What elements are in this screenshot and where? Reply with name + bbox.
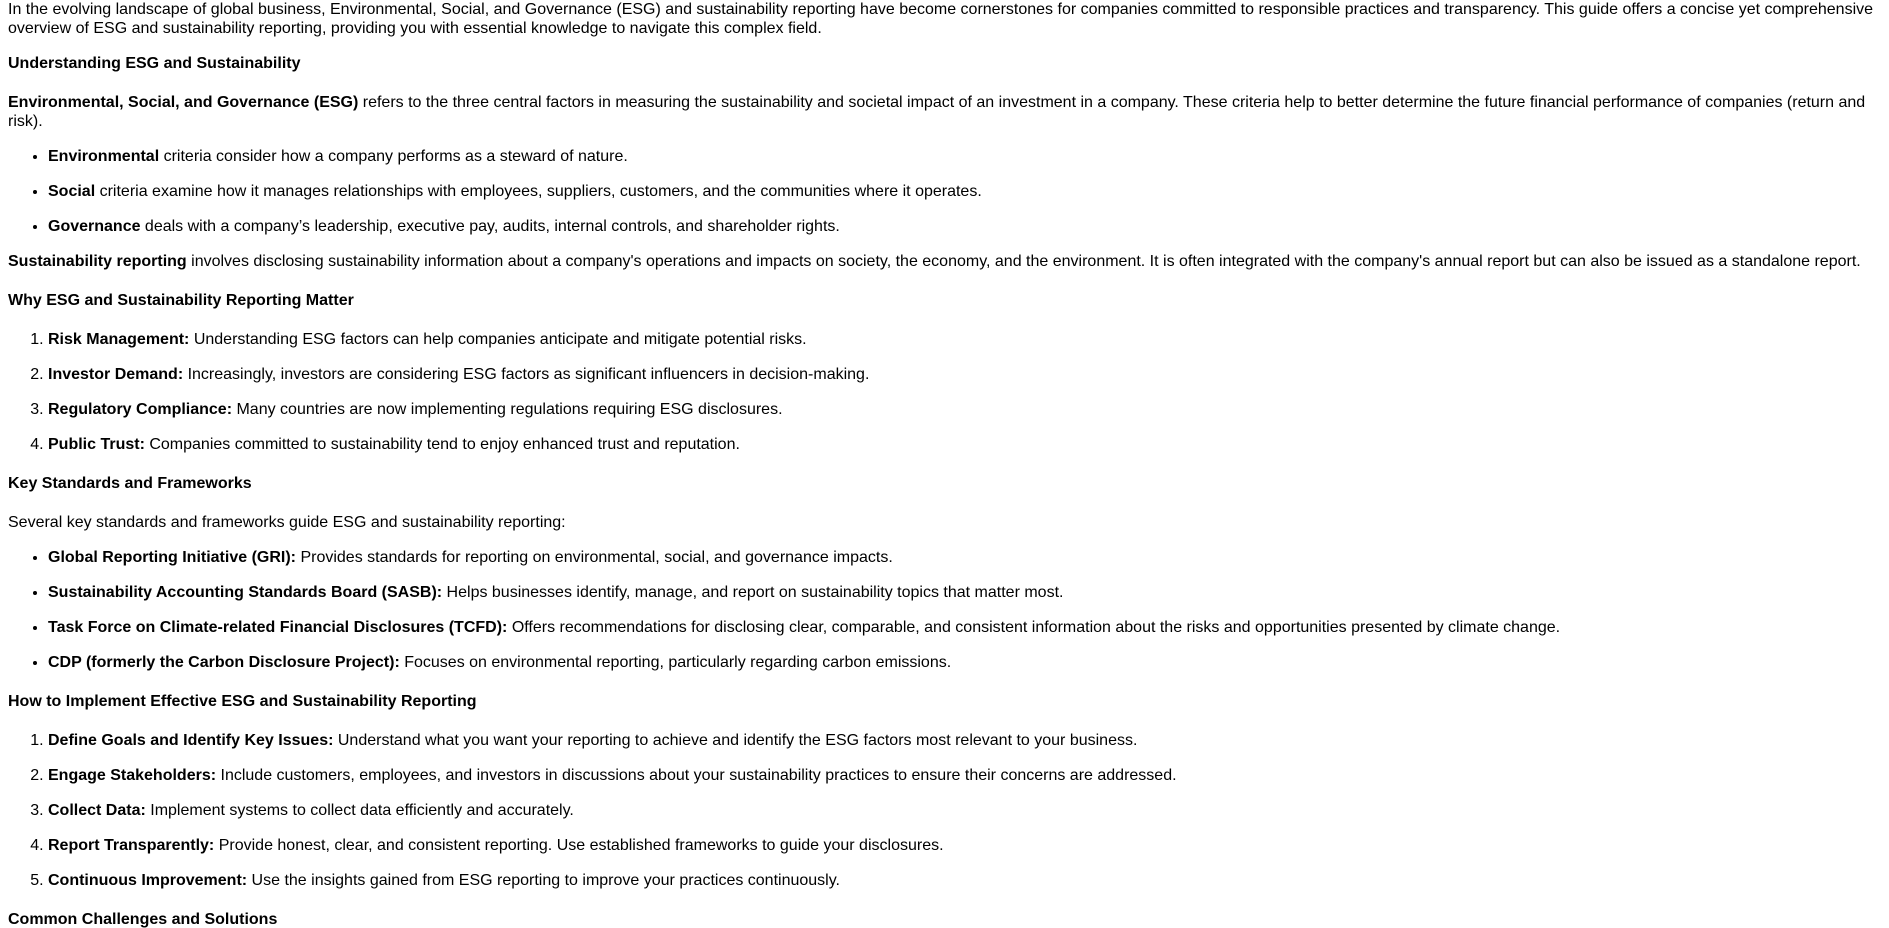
- list-item: [48, 400, 1881, 419]
- list-item: [48, 365, 1881, 384]
- heading-challenges: Common Challenges and Solutions: [8, 911, 278, 928]
- list-item-term: Define Goals and Identify Key Issues:: [48, 732, 334, 749]
- list-item: [48, 330, 1881, 349]
- list-item-term: Public Trust:: [48, 436, 145, 453]
- list-item-term: Task Force on Climate-related Financial Disclosures (TCFD):: [48, 619, 508, 636]
- esg-text: refers to the three central factors in measuring the sustainability and societal impact of an investment in a company. These criteria help to better determine the future financial performance of companies (return and risk).: [8, 94, 1866, 130]
- list-item-term: Environmental: [48, 148, 160, 165]
- list-item-term: CDP (formerly the Carbon Disclosure Project):: [48, 654, 400, 671]
- list-item-term: Risk Management:: [48, 331, 190, 348]
- sr-text: involves disclosing sustainability information about a company's operations and impacts on society, the economy, and the environment. It is often integrated with the company's annual report but can also be issued as a standalone report.: [186, 253, 1861, 270]
- list-item-term: Report Transparently:: [48, 837, 215, 854]
- list-item-text: Use the insights gained from ESG reporting to improve your practices continuously.: [247, 872, 840, 889]
- list-item-term: Engage Stakeholders:: [48, 767, 217, 784]
- standards-intro: Several key standards and frameworks guide ESG and sustainability reporting:: [8, 514, 566, 531]
- list-item-text: deals with a company’s leadership, executive pay, audits, internal controls, and shareholder rights.: [140, 218, 840, 235]
- list-item-text: Include customers, employees, and investors in discussions about your sustainability practices to ensure their concerns are addressed.: [216, 767, 1177, 784]
- list-item-text: Implement systems to collect data efficiently and accurately.: [145, 802, 574, 819]
- list-item-text: Increasingly, investors are considering ESG factors as significant influencers in decision-making.: [183, 366, 870, 383]
- sustainability-reporting-definition: [8, 252, 1881, 271]
- list-item: [48, 618, 1881, 637]
- list-item: [48, 801, 1881, 820]
- esg-term: Environmental, Social, and Governance (ESG): [8, 94, 359, 111]
- why-list: [8, 330, 1881, 454]
- list-item-text: Many countries are now implementing regulations requiring ESG disclosures.: [232, 401, 783, 418]
- list-item-term: Sustainability Accounting Standards Board (SASB):: [48, 584, 443, 601]
- list-item-term: Social: [48, 183, 96, 200]
- list-item-term: Investor Demand:: [48, 366, 184, 383]
- list-item-text: criteria examine how it manages relationships with employees, suppliers, customers, and the communities where it operates.: [95, 183, 982, 200]
- list-item-term: Regulatory Compliance:: [48, 401, 233, 418]
- list-item-text: Understand what you want your reporting to achieve and identify the ESG factors most relevant to your business.: [333, 732, 1138, 749]
- list-item-term: Governance: [48, 218, 141, 235]
- heading-standards: Key Standards and Frameworks: [8, 475, 252, 492]
- list-item-text: Offers recommendations for disclosing clear, comparable, and consistent information about the risks and opportunities presented by climate change.: [507, 619, 1561, 636]
- standards-list: [8, 548, 1881, 672]
- list-item-text: criteria consider how a company performs as a steward of nature.: [159, 148, 628, 165]
- esg-definition: [8, 93, 1881, 131]
- list-item-text: Provide honest, clear, and consistent reporting. Use established frameworks to guide your disclosures.: [214, 837, 944, 854]
- list-item: [48, 147, 1881, 166]
- list-item-term: Global Reporting Initiative (GRI):: [48, 549, 296, 566]
- list-item: [48, 766, 1881, 785]
- list-item: [48, 653, 1881, 672]
- list-item-text: Provides standards for reporting on environmental, social, and governance impacts.: [296, 549, 893, 566]
- list-item-term: Continuous Improvement:: [48, 872, 248, 889]
- list-item: [48, 548, 1881, 567]
- list-item-text: Understanding ESG factors can help companies anticipate and mitigate potential risks.: [189, 331, 807, 348]
- list-item-text: Companies committed to sustainability tend to enjoy enhanced trust and reputation.: [144, 436, 740, 453]
- esg-factors-list: [8, 147, 1881, 236]
- implement-list: [8, 731, 1881, 890]
- list-item-text: Helps businesses identify, manage, and report on sustainability topics that matter most.: [442, 584, 1064, 601]
- list-item: [48, 182, 1881, 201]
- list-item: [48, 871, 1881, 890]
- heading-understanding: Understanding ESG and Sustainability: [8, 55, 301, 72]
- list-item: [48, 731, 1881, 750]
- list-item-text: Focuses on environmental reporting, particularly regarding carbon emissions.: [399, 654, 952, 671]
- list-item: [48, 435, 1881, 454]
- list-item: [48, 217, 1881, 236]
- heading-why: Why ESG and Sustainability Reporting Matter: [8, 292, 354, 309]
- list-item-term: Collect Data:: [48, 802, 146, 819]
- list-item: [48, 583, 1881, 602]
- heading-implement: How to Implement Effective ESG and Sustainability Reporting: [8, 693, 477, 710]
- list-item: [48, 836, 1881, 855]
- intro-paragraph: In the evolving landscape of global business, Environmental, Social, and Governance (ESG) and sustainability reporting have become cornerstones for companies committed to responsible practices and transparency. This guide offers a concise yet comprehensive overview of ESG and sustainability reporting, providing you with essential knowledge to navigate this complex field.: [8, 1, 1874, 37]
- sr-term: Sustainability reporting: [8, 253, 187, 270]
